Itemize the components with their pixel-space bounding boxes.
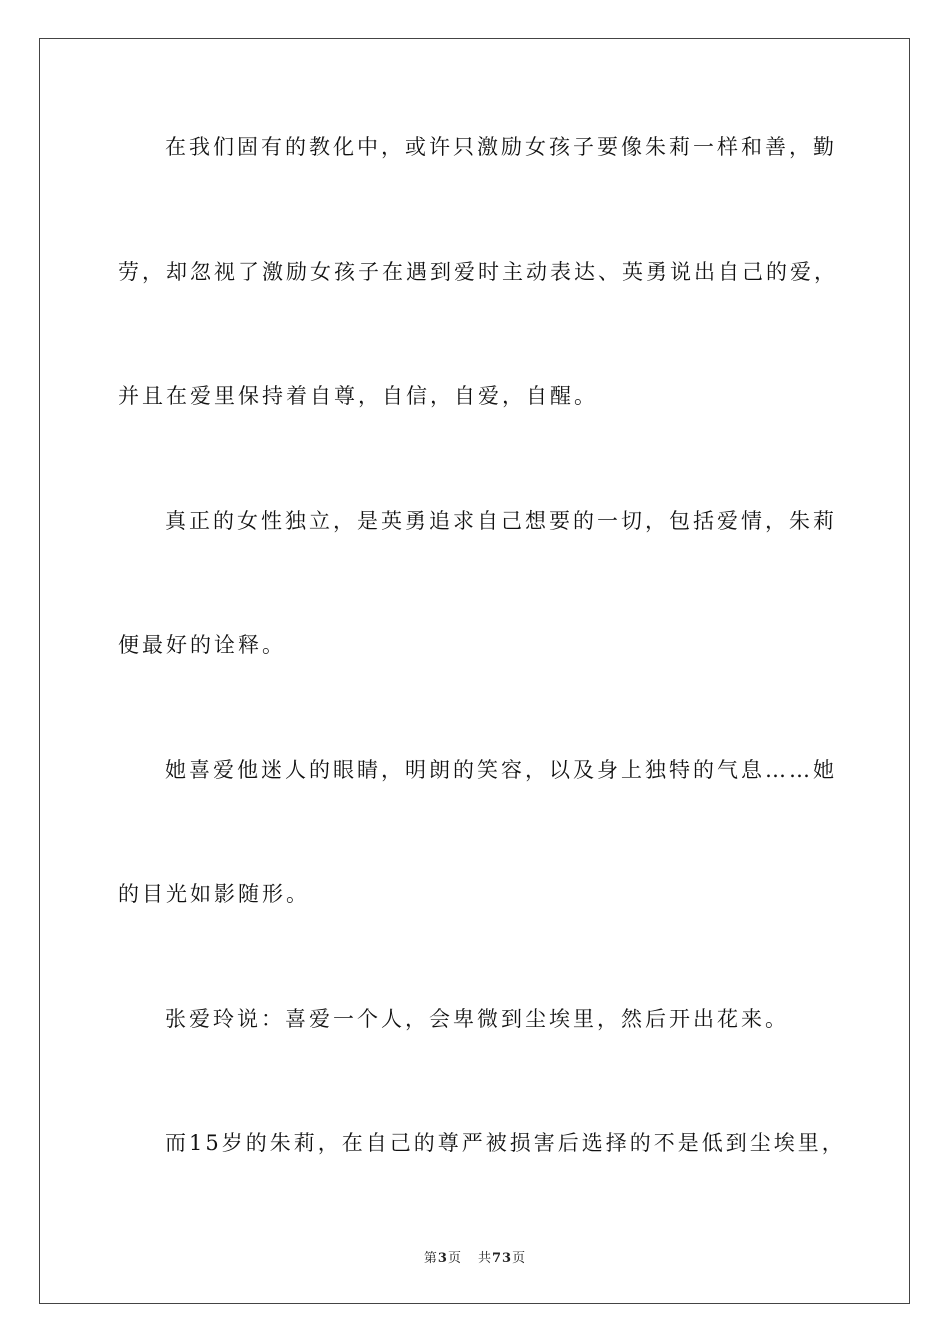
total-suffix: 页: [512, 1251, 527, 1266]
paragraph-line: 而15岁的朱莉，在自己的尊严被损害后选择的不是低到尘埃里，: [165, 1131, 846, 1155]
page-footer: [0, 1247, 950, 1266]
page-prefix: 第: [423, 1251, 438, 1266]
page-number: 3: [437, 1251, 448, 1266]
paragraph-line: 在我们固有的教化中，或许只激励女孩子要像朱莉一样和善，勤: [165, 135, 837, 159]
paragraph-line: 她喜爱他迷人的眼睛，明朗的笑容，以及身上独特的气息……她: [165, 757, 837, 782]
paragraph-line: 张爱玲说：喜爱一个人，会卑微到尘埃里，然后开出花来。: [165, 1006, 789, 1031]
paragraph-line: 并且在爱里保持着自尊，自信，自爱，自醒。: [118, 384, 598, 408]
total-prefix: 共: [477, 1251, 492, 1266]
paragraph-line: 的目光如影随形。: [118, 882, 310, 906]
document-body: [118, 116, 846, 1237]
paragraph-line: 真正的女性独立，是英勇追求自己想要的一切，包括爱情，朱莉: [165, 508, 837, 533]
paragraph-line: 劳，却忽视了激励女孩子在遇到爱时主动表达、英勇说出自己的爱，: [118, 259, 838, 284]
total-pages: 73: [491, 1251, 513, 1266]
page-suffix: 页: [447, 1251, 462, 1266]
paragraph-line: 便最好的诠释。: [118, 633, 286, 657]
